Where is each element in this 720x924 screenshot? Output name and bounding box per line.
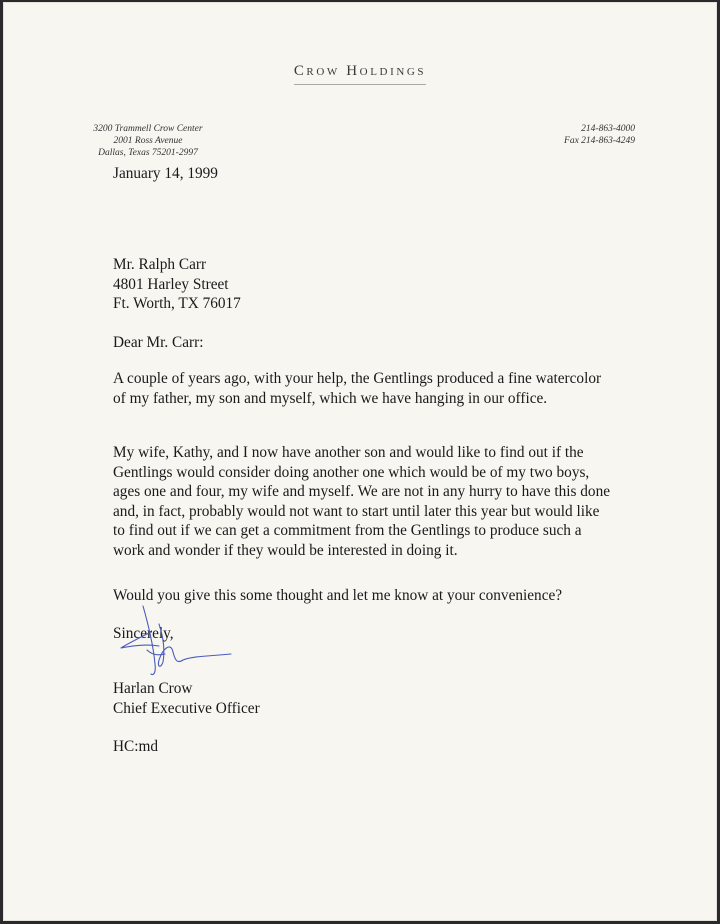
address-line: 3200 Trammell Crow Center <box>93 124 203 134</box>
signature-stroke <box>121 632 159 648</box>
body-paragraph: A couple of years ago, with your help, the Gentlings produced a fine watercolor of my father, my son and myself, which we have hanging in our office. <box>113 370 602 407</box>
letterhead-address <box>63 123 233 159</box>
letter-date: January 14, 1999 <box>113 165 218 182</box>
company-name: Crow Holdings <box>294 63 426 85</box>
letterhead-contact <box>564 123 635 147</box>
recipient-line: Ft. Worth, TX 76017 <box>113 295 241 313</box>
signer-name: Harlan Crow <box>113 680 193 697</box>
signature-block <box>113 679 613 718</box>
letterhead <box>3 62 717 85</box>
salutation: Dear Mr. Carr: <box>113 334 204 351</box>
fax-number: Fax 214-863-4249 <box>564 136 635 146</box>
body-paragraph: My wife, Kathy, and I now have another son and would like to find out if the Gentlings would consider doing another one which would be of my two boys, ages one and four, my wife and myself. We are not in any hurry to have this done and, in fact, probably would not want to start until later this year but would like to find out if we can get a commitment from the Gentlings to produce such a work and wonder if they would be interested in doing it. <box>113 444 611 559</box>
recipient-line: 4801 Harley Street <box>113 275 229 293</box>
body-paragraph: Would you give this some thought and let me know at your convenience? <box>113 587 563 604</box>
recipient-address <box>113 255 613 314</box>
reference-initials: HC:md <box>113 738 159 755</box>
phone-number: 214-863-4000 <box>581 124 635 134</box>
signature-stroke <box>158 624 231 666</box>
letter-page <box>3 2 717 921</box>
handwritten-signature <box>107 602 237 682</box>
signer-title: Chief Executive Officer <box>113 699 260 717</box>
recipient-line: Mr. Ralph Carr <box>113 256 207 273</box>
address-line: Dallas, Texas 75201-2997 <box>98 148 198 158</box>
closing: Sincerely, <box>113 625 174 642</box>
signature-stroke <box>143 606 155 675</box>
address-line: 2001 Ross Avenue <box>113 136 183 146</box>
